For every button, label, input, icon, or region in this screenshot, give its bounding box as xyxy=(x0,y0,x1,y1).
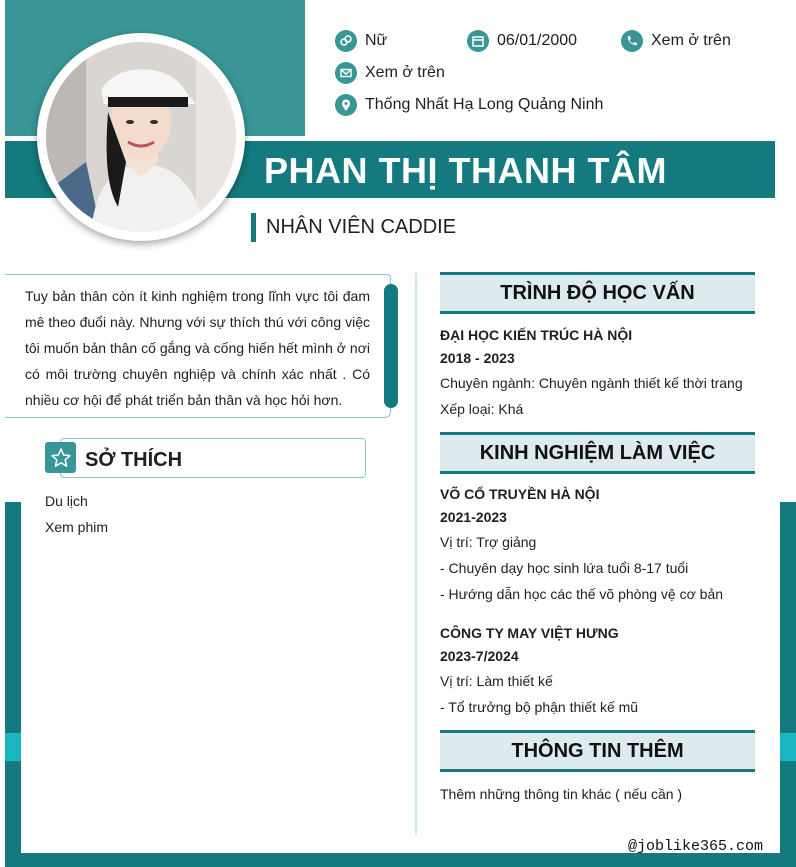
experience-section-header: KINH NGHIỆM LÀM VIỆC xyxy=(440,432,755,474)
additional-section-header: THÔNG TIN THÊM xyxy=(440,730,755,772)
right-accent-stripe xyxy=(780,733,796,761)
hobby-item: Xem phim xyxy=(45,519,109,535)
job-position: Vị trí: Trợ giảng xyxy=(440,534,537,550)
job-company: VÕ CỔ TRUYỀN HÀ NỘI xyxy=(440,486,600,502)
education-section-header: TRÌNH ĐỘ HỌC VẤN xyxy=(440,272,755,314)
hobby-title: SỞ THÍCH xyxy=(85,449,183,471)
email-value: Xem ở trên xyxy=(365,64,445,81)
hobby-item: Du lịch xyxy=(45,493,88,509)
education-major: Chuyên ngành: Chuyên ngành thiết kế thời trang xyxy=(440,375,743,391)
star-icon xyxy=(45,442,76,473)
birthday-value: 06/01/2000 xyxy=(497,32,578,49)
birthday-info xyxy=(467,30,577,52)
gender-value: Nữ xyxy=(365,32,388,49)
email-icon xyxy=(335,62,357,84)
address-value: Thống Nhất Hạ Long Quảng Ninh xyxy=(365,96,604,113)
email-info xyxy=(335,62,445,84)
job-title-marker xyxy=(251,213,256,242)
address-info xyxy=(335,94,603,116)
gender-info xyxy=(335,30,387,52)
job-position: Vị trí: Làm thiết kế xyxy=(440,673,553,689)
phone-value: Xem ở trên xyxy=(651,32,731,49)
location-pin-icon xyxy=(335,94,357,116)
left-accent-stripe xyxy=(5,733,21,761)
job-period: 2023-7/2024 xyxy=(440,648,519,664)
additional-text: Thêm những thông tin khác ( nếu cần ) xyxy=(440,786,683,802)
right-border-bar xyxy=(780,502,796,867)
education-grade: Xếp loại: Khá xyxy=(440,401,524,417)
left-border-bar xyxy=(5,502,21,867)
phone-icon xyxy=(621,30,643,52)
gender-icon xyxy=(335,30,357,52)
calendar-icon xyxy=(467,30,489,52)
education-school: ĐẠI HỌC KIẾN TRÚC HÀ NỘI xyxy=(440,327,633,343)
about-text: Tuy bản thân còn ít kinh nghiệm trong lĩnh vực tôi đam mê theo đuổi này. Nhưng với sự thích thú với công việc tôi muốn bản thân cố gắng và cống hiến hết mình ở nơi có môi trường chuyên nghiệp và chính xác nhất . Có nhiều cơ hội để phát triển bản thân và học hỏi hơn. xyxy=(25,288,370,408)
job-detail: - Hướng dẫn học các thế võ phòng vệ cơ bản xyxy=(440,586,724,602)
about-accent-bar xyxy=(384,284,398,408)
job-detail: - Chuyên dạy học sinh lứa tuổi 8-17 tuổi xyxy=(440,560,689,576)
candidate-name: PHAN THỊ THANH TÂM xyxy=(264,150,667,191)
bottom-border-bar xyxy=(5,853,796,867)
phone-info xyxy=(621,30,731,52)
job-period: 2021-2023 xyxy=(440,509,507,525)
education-years: 2018 - 2023 xyxy=(440,350,515,366)
watermark: @joblike365.com xyxy=(628,838,764,855)
avatar xyxy=(46,42,236,232)
job-detail: - Tổ trưởng bộ phận thiết kế mũ xyxy=(440,699,639,715)
job-title: NHÂN VIÊN CADDIE xyxy=(266,216,457,238)
job-company: CÔNG TY MAY VIỆT HƯNG xyxy=(440,625,619,641)
column-divider xyxy=(415,273,417,835)
avatar-frame xyxy=(37,33,245,241)
